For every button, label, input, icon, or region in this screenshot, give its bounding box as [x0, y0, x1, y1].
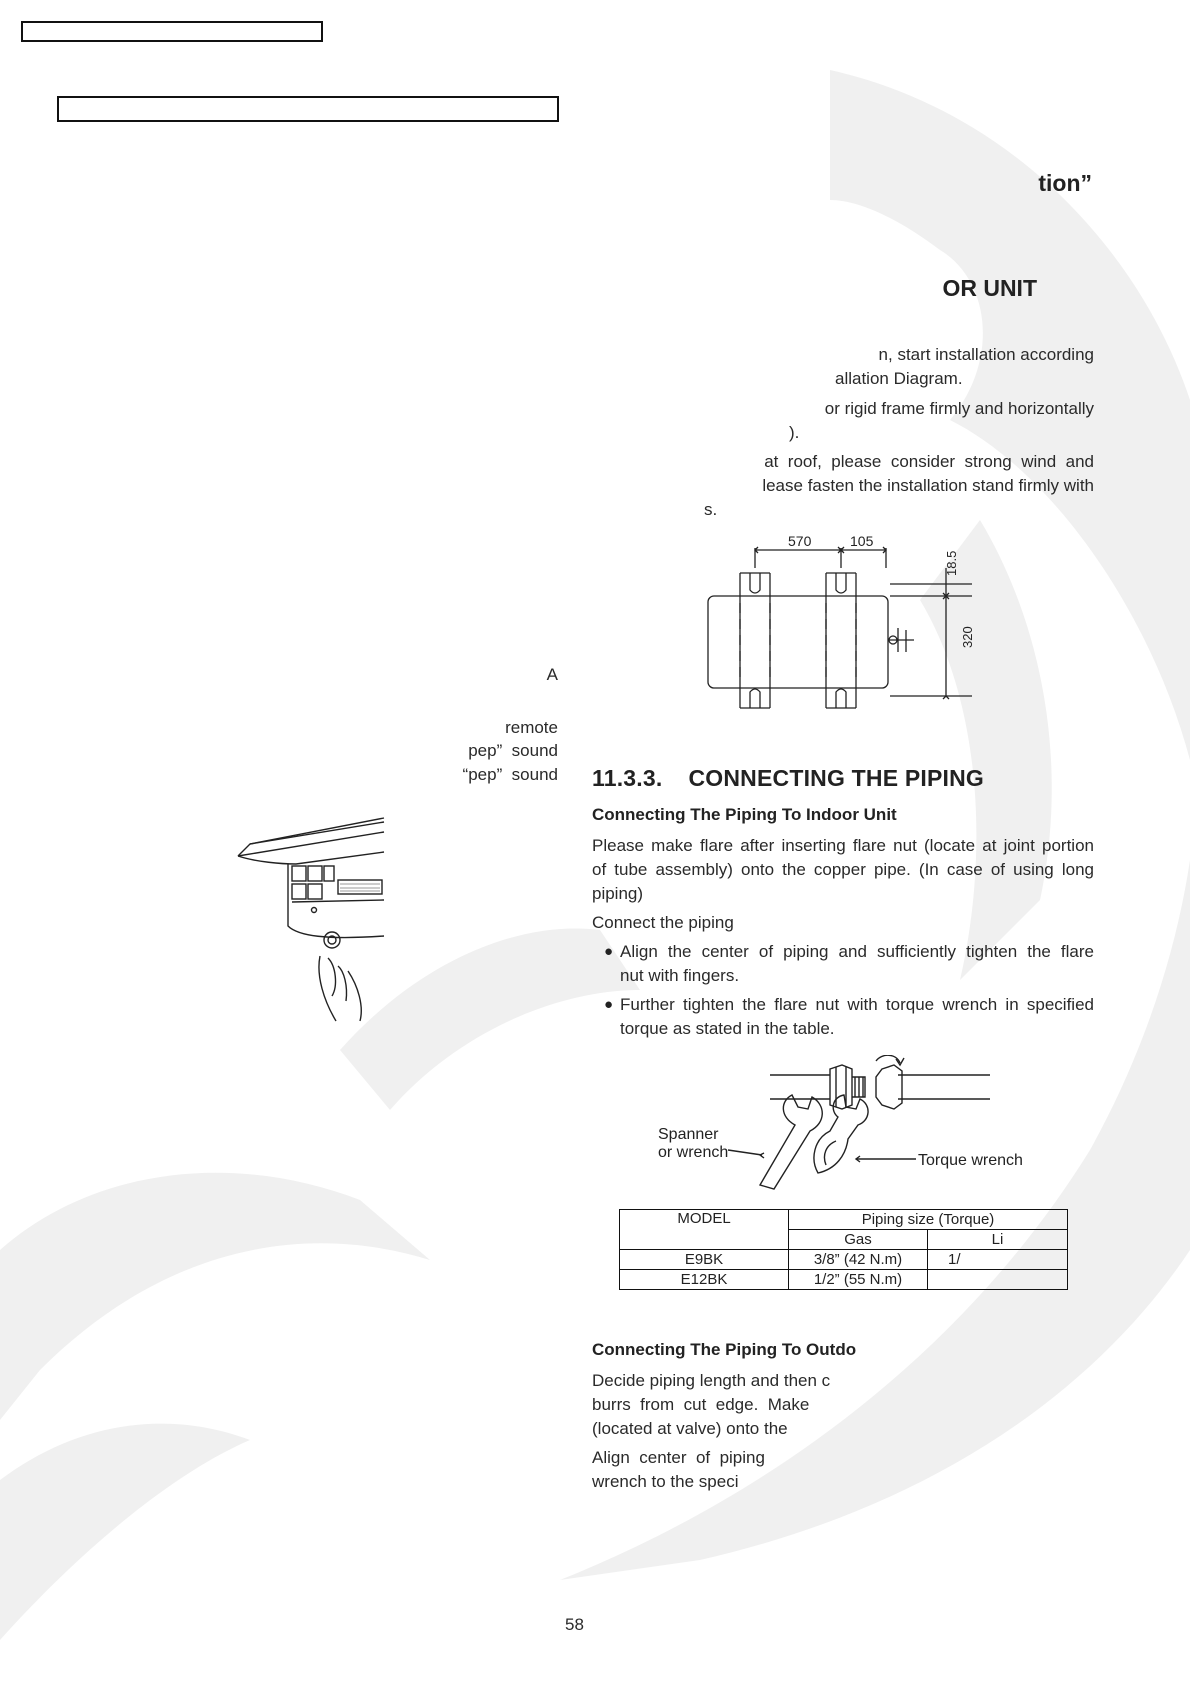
heading-fragment-2: OR UNIT [942, 275, 1037, 301]
table-header-model [620, 1210, 789, 1250]
outdoor-para1-line2: burrs from cut edge. Make [592, 1395, 810, 1414]
bullet1-line2: nut with fingers. [620, 966, 740, 985]
table-header-row [620, 1210, 1068, 1230]
label-spanner-1: Spanner [658, 1126, 719, 1143]
left-text-a: A [546, 665, 558, 684]
indoor-para1-line3: piping) [592, 884, 644, 903]
para2-line1: or rigid frame firmly and horizontally [824, 399, 1094, 418]
installation-dimension-diagram [700, 528, 990, 718]
indoor-para1-line2: of tube assembly) onto the copper pipe. (In case of using long [592, 860, 1094, 879]
outdoor-para2-line1: Align center of piping [592, 1448, 765, 1467]
bullet2-line1: Further tighten the flare nut with torque wrench in specified [620, 995, 1094, 1014]
bullet-dot-icon: ● [604, 943, 614, 960]
torque-table [619, 1209, 1068, 1290]
wrench-illustration [650, 1055, 1030, 1190]
para2-line2: ). [789, 423, 800, 442]
bullet-list [604, 940, 1094, 1040]
outdoor-para1-line3: (located at valve) onto the [592, 1419, 788, 1438]
indoor-para1-line1: Please make flare after inserting flare nut (locate at joint portion [592, 836, 1094, 855]
outdoor-para2-line2: wrench to the speci [592, 1472, 739, 1491]
label-spanner-2: or wrench [658, 1144, 729, 1161]
header-box-small [21, 21, 323, 42]
indoor-subheading: Connecting The Piping To Indoor Unit [592, 805, 897, 824]
table-cell-liquid [928, 1270, 1068, 1290]
bullet1-line1: Align the center of piping and sufficiently tighten the flare [620, 942, 1094, 961]
label-torque-wrench: Torque wrench [918, 1152, 1023, 1169]
outdoor-para1-line1: Decide piping length and then c [592, 1371, 831, 1390]
table-header-gas: Gas [789, 1230, 928, 1250]
dim-label-570: 570 [788, 533, 812, 549]
left-text-sound-2: “pep” sound [462, 765, 558, 784]
table-cell-liquid: 1/ [928, 1250, 1068, 1270]
bullet-dot-icon: ● [604, 996, 614, 1013]
outdoor-subheading: Connecting The Piping To Outdo [592, 1340, 857, 1359]
dim-label-105: 105 [850, 533, 874, 549]
table-row [620, 1270, 1068, 1290]
para1-line1: n, start installation according [878, 345, 1094, 364]
dim-label-320: 320 [960, 626, 975, 648]
table-cell-model: E9BK [620, 1250, 789, 1270]
heading-fragment-1: tion” [1038, 170, 1092, 196]
para3-line3: s. [704, 500, 718, 519]
left-text-remote: remote [505, 718, 558, 737]
header-model-label: MODEL [677, 1210, 731, 1227]
bullet2-line2: torque as stated in the table. [620, 1019, 835, 1038]
page-number: 58 [565, 1615, 584, 1634]
table-cell-gas: 3/8” (42 N.m) [789, 1250, 928, 1270]
section-number: 11.3.3. [592, 765, 663, 791]
table-header-liquid: Li [928, 1230, 1068, 1250]
section-heading [592, 765, 984, 792]
dim-label-18-5: 18.5 [944, 550, 959, 576]
para3-line1: at roof, please consider strong wind and [764, 452, 1094, 471]
table-header-piping: Piping size (Torque) [789, 1210, 1068, 1230]
indoor-connect-line: Connect the piping [592, 913, 734, 932]
para1-line2: allation Diagram. [835, 369, 963, 388]
table-cell-gas: 1/2” (55 N.m) [789, 1270, 928, 1290]
header-box-large [57, 96, 559, 122]
section-title: CONNECTING THE PIPING [688, 765, 985, 791]
remote-press-illustration [236, 816, 386, 1026]
table-row [620, 1250, 1068, 1270]
table-cell-model: E12BK [620, 1270, 789, 1290]
para3-line2: lease fasten the installation stand firmly with [762, 476, 1094, 495]
left-text-sound-1: pep” sound [468, 741, 558, 760]
